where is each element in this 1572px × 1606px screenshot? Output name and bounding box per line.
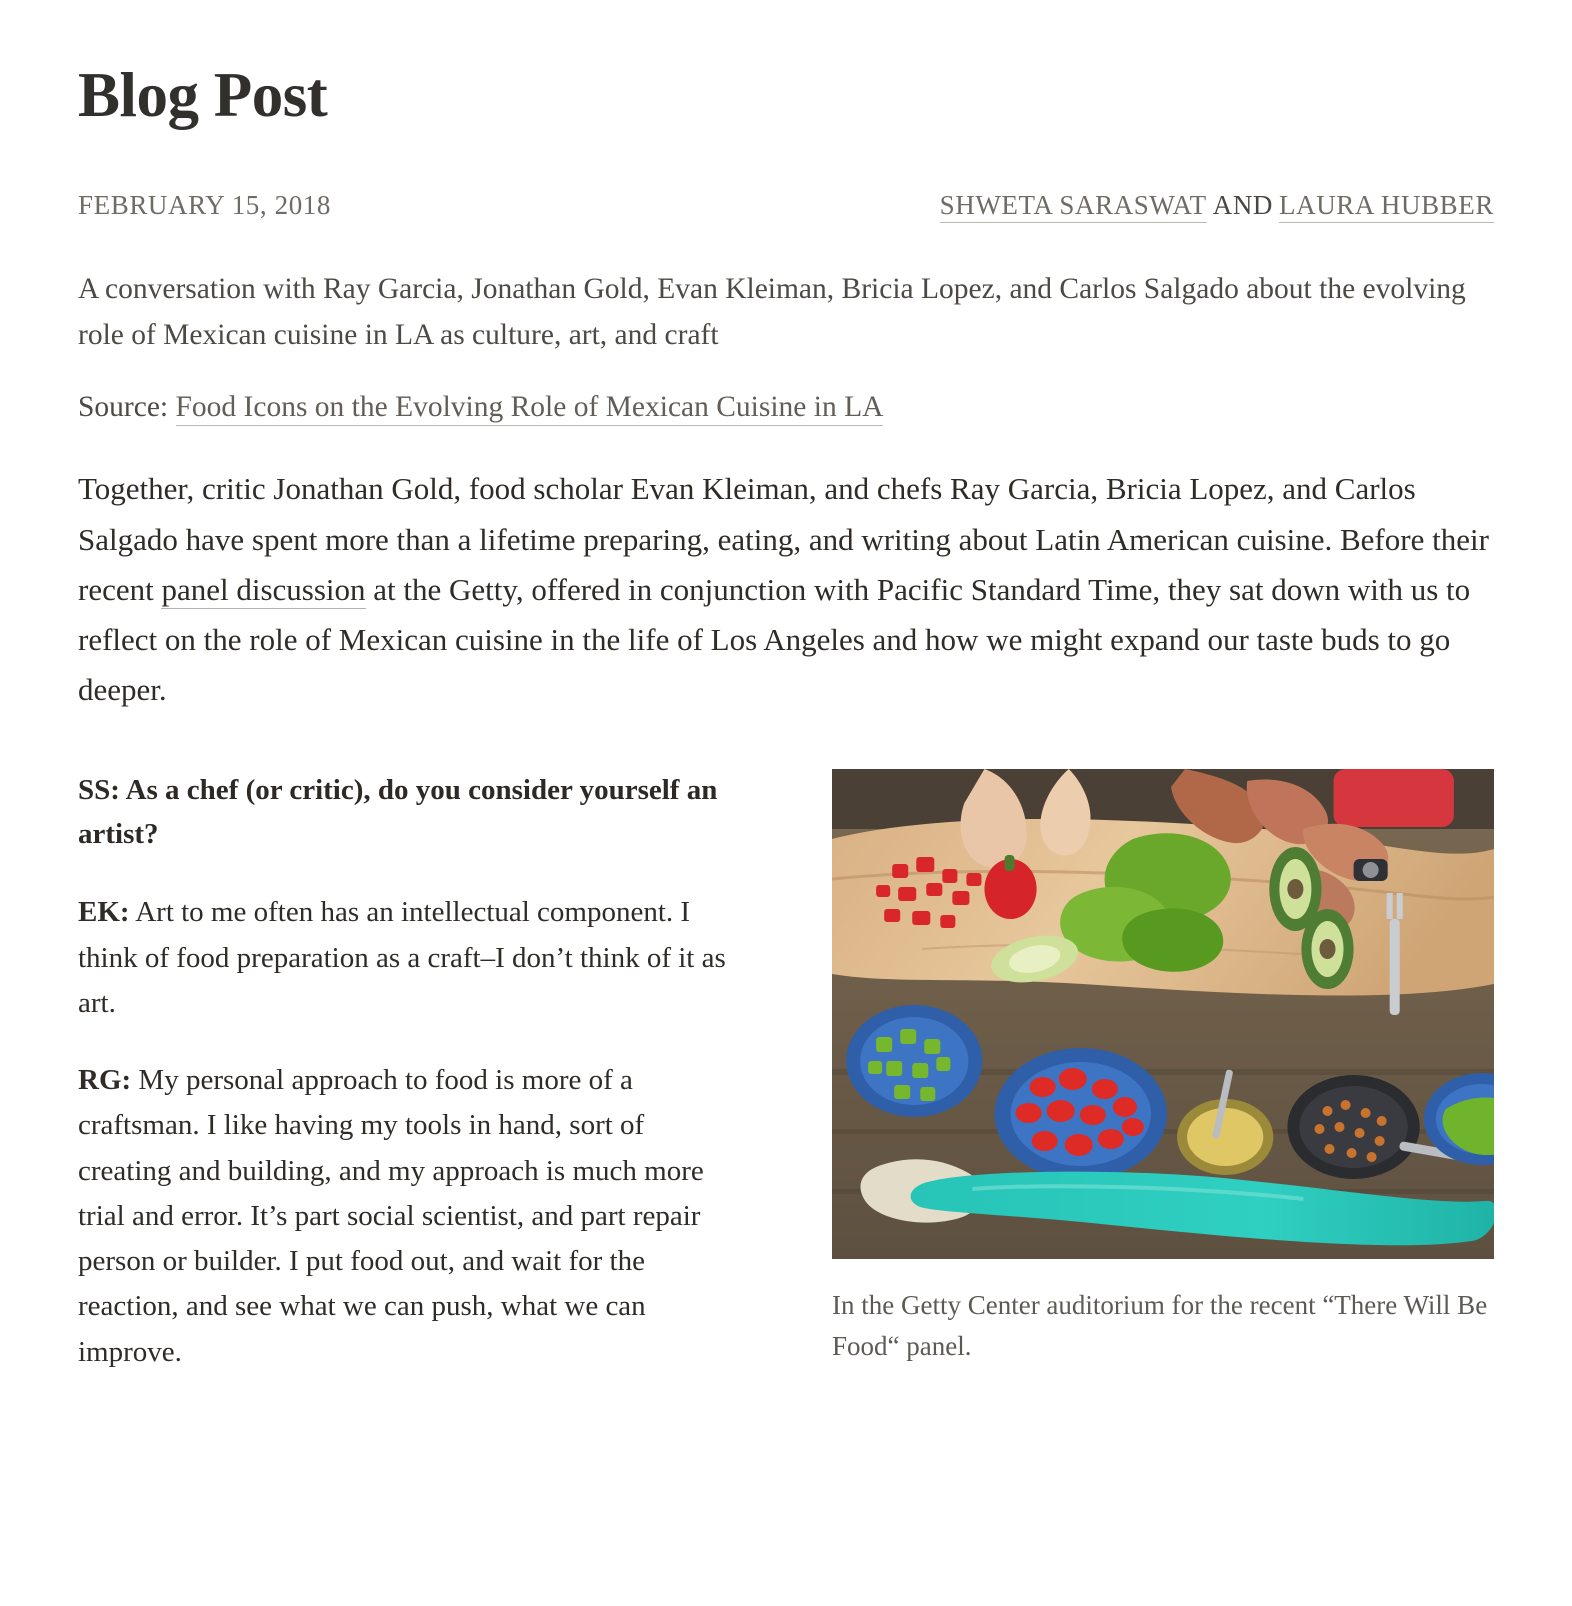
author-byline (940, 190, 1494, 221)
food-prep-photo (832, 769, 1494, 1259)
answer-text: My personal approach to food is more of a craftsman. I like having my tools in hand, sort of creating and building, and my approach is much more trial and error. It’s part social scientist, and part repair person or builder. I put food out, and wait for the reaction, and see what we can push, what we can improve. (78, 1064, 704, 1368)
speaker-initials: EK: (78, 896, 130, 929)
interview-column (78, 769, 738, 1406)
source-link[interactable]: Food Icons on the Evolving Role of Mexican Cuisine in LA (176, 391, 884, 426)
lede-text-part-2: at the Getty, offered in conjunction with Pacific Standard Time, they sat down with us to reflect on the role of Mexican cuisine in the life of Los Angeles and how we might expand our taste buds to go deeper. (78, 571, 1471, 708)
figure-column (832, 769, 1494, 1366)
article-figure (832, 769, 1494, 1366)
standfirst-summary: A conversation with Ray Garcia, Jonathan Gold, Evan Kleiman, Bricia Lopez, and Carlos Salgado about the evolving role of Mexican cuisine in LA as culture, art, and craft (78, 273, 1466, 351)
interview-answer (78, 890, 738, 1026)
lede-text-part-1: Together, critic Jonathan Gold, food scholar Evan Kleiman, and chefs Ray Garcia, Bricia Lopez, and Carlos Salgado have spent more than a lifetime preparing, eating, and writing about Latin American cuisine. Before their recent (78, 471, 1489, 607)
answer-text: Art to me often has an intellectual component. I think of food preparation as a craft–I don’t think of it as art. (78, 896, 726, 1019)
lede-paragraph (78, 464, 1494, 715)
speaker-initials: RG: (78, 1064, 132, 1097)
photo-illustration (832, 769, 1494, 1259)
author-link-2[interactable]: LAURA HUBBER (1279, 190, 1494, 223)
two-column-body (78, 769, 1494, 1406)
source-line (78, 385, 1494, 431)
page-title: Blog Post (78, 60, 328, 130)
panel-discussion-link[interactable]: panel discussion (161, 571, 366, 607)
byline-conjunction: AND (1212, 190, 1274, 221)
figure-caption: In the Getty Center auditorium for the recent “There Will Be Food“ panel. (832, 1290, 1488, 1361)
source-label: Source: (78, 390, 169, 423)
publish-date: FEBRUARY 15, 2018 (78, 190, 331, 221)
interview-answer (78, 1058, 738, 1375)
post-meta (78, 190, 1494, 221)
interview-question: SS: As a chef (or critic), do you consider yourself an artist? (78, 774, 718, 850)
author-link-1[interactable]: SHWETA SARASWAT (940, 190, 1207, 223)
